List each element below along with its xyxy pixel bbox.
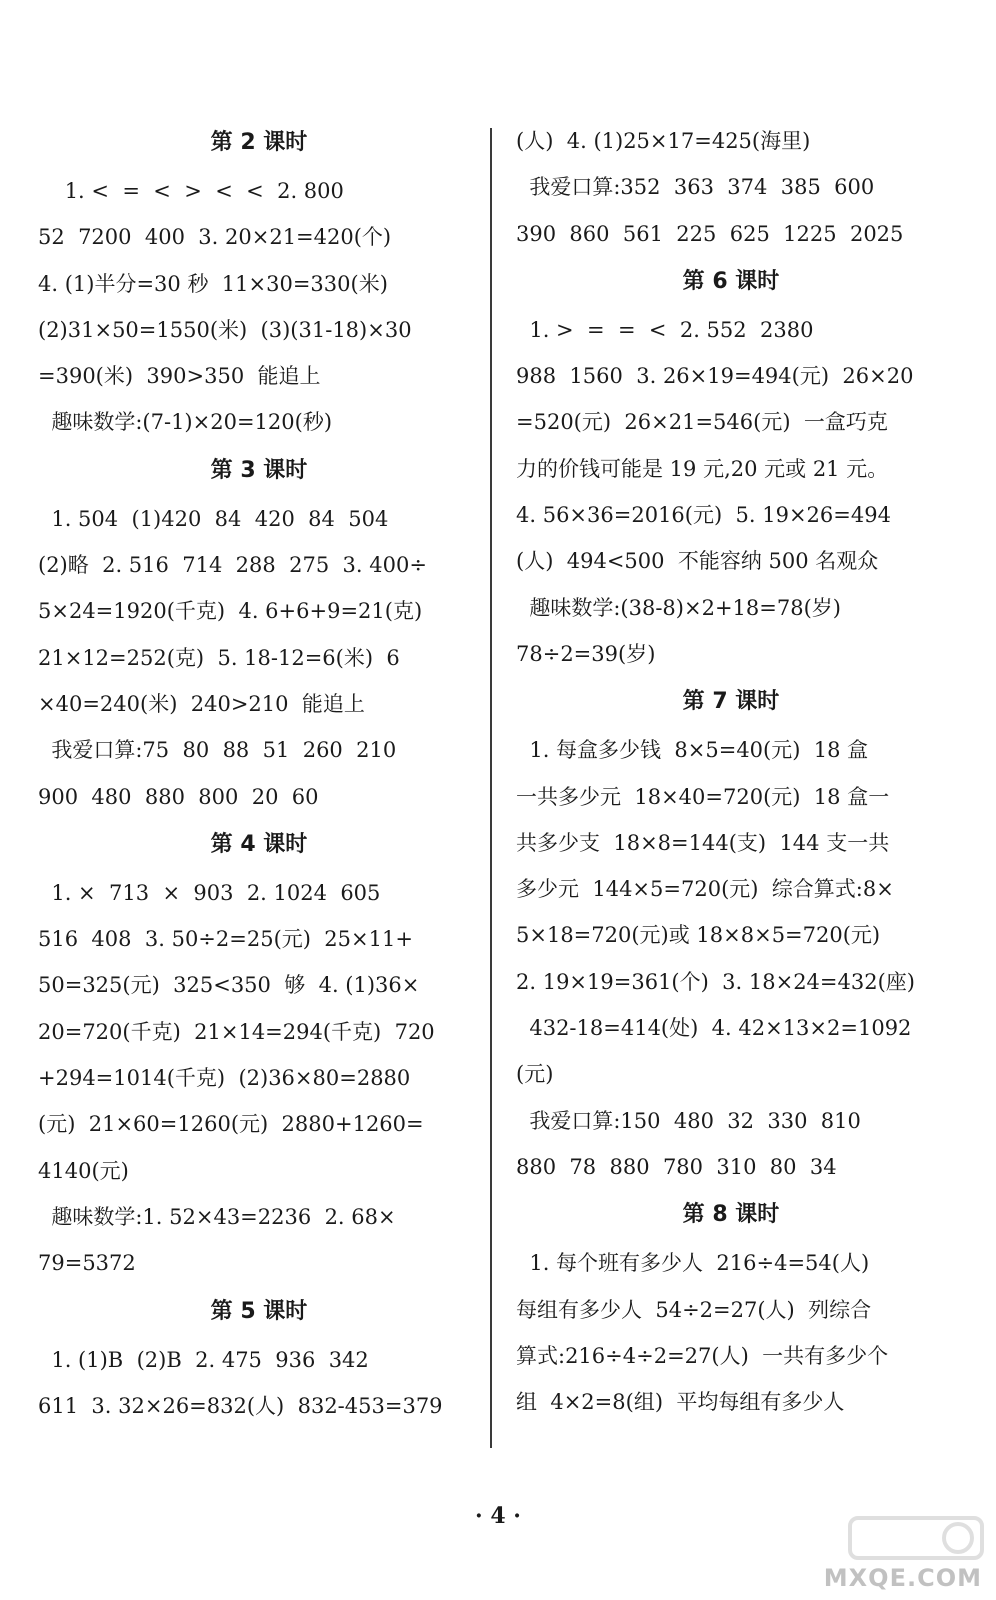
answer-line: 1. > = = < 2. 552 2380	[516, 317, 814, 342]
answer-line: 趣味数学:1. 52×43=2236 2. 68×	[38, 1204, 396, 1229]
answer-line: =390(米) 390>350 能追上	[38, 364, 321, 389]
answer-line: 2. 19×19=361(个) 3. 18×24=432(座)	[516, 969, 915, 994]
answer-line: (2)31×50=1550(米) (3)(31-18)×30	[38, 317, 412, 342]
answer-line: 趣味数学:(7-1)×20=120(秒)	[38, 410, 333, 435]
right-column	[516, 118, 946, 1425]
answer-line: 21×12=252(克) 5. 18-12=6(米) 6	[38, 645, 400, 670]
section-heading: 第 8 课时	[682, 1202, 780, 1228]
section-heading: 第 6 课时	[682, 268, 780, 294]
section-heading: 第 4 课时	[210, 831, 308, 857]
section-heading: 第 3 课时	[210, 457, 308, 483]
answer-line: 78÷2=39(岁)	[516, 641, 656, 666]
answer-line: 4140(元)	[38, 1158, 129, 1183]
answer-line: (元) 21×60=1260(元) 2880+1260=	[38, 1112, 424, 1137]
answer-line: 共多少支 18×8=144(支) 144 支一共	[516, 830, 890, 855]
answer-line: 900 480 880 800 20 60	[38, 784, 319, 809]
answer-line: 880 78 880 780 310 80 34	[516, 1154, 837, 1179]
section-heading: 第 2 课时	[210, 130, 308, 155]
column-divider	[490, 128, 492, 1448]
answer-line: 5×18=720(元)或 18×8×5=720(元)	[516, 923, 881, 948]
answer-line: 1. 每盒多少钱 8×5=40(元) 18 盒	[516, 738, 869, 763]
answer-line: +294=1014(千克) (2)36×80=2880	[38, 1066, 411, 1091]
answer-line: 多少元 144×5=720(元) 综合算式:8×	[516, 877, 894, 902]
answer-line: 算式:216÷4÷2=27(人) 一共有多少个	[516, 1343, 889, 1368]
answer-line: 每组有多少人 54÷2=27(人) 列综合	[516, 1297, 872, 1322]
answer-line: 我爱口算:75 80 88 51 260 210	[38, 738, 397, 763]
section-heading: 第 5 课时	[210, 1298, 308, 1324]
answer-line: (人) 4. (1)25×17=425(海里)	[516, 129, 811, 153]
answer-line: 1. × 713 × 903 2. 1024 605	[38, 880, 381, 905]
watermark-text: MXQE.COM	[823, 1564, 982, 1592]
answer-line: 1. 504 (1)420 84 420 84 504	[38, 506, 389, 531]
answer-line: 79=5372	[38, 1251, 136, 1276]
answer-line: 5×24=1920(千克) 4. 6+6+9=21(克)	[38, 599, 423, 624]
page-number: · 4 ·	[475, 1503, 521, 1529]
section-heading: 第 7 课时	[682, 689, 780, 715]
answer-line: =520(元) 26×21=546(元) 一盒巧克	[516, 410, 888, 435]
answer-line: 20=720(千克) 21×14=294(千克) 720	[38, 1019, 435, 1044]
answer-line: 趣味数学:(38-8)×2+18=78(岁)	[516, 595, 841, 620]
answer-line: (2)略 2. 516 714 288 275 3. 400÷	[38, 553, 427, 578]
answer-line: ×40=240(米) 240>210 能追上	[38, 691, 365, 716]
answer-line: 1. < = < > < < 2. 800	[38, 179, 344, 203]
answer-line: 组 4×2=8(组) 平均每组有多少人	[516, 1390, 845, 1415]
answer-line: (元)	[516, 1062, 554, 1087]
left-column	[38, 118, 480, 1429]
answer-line: 988 1560 3. 26×19=494(元) 26×20	[516, 364, 914, 389]
answer-line: 我爱口算:150 480 32 330 810	[516, 1108, 861, 1133]
answer-line: 432-18=414(处) 4. 42×13×2=1092	[516, 1016, 912, 1041]
answer-line: 52 7200 400 3. 20×21=420(个)	[38, 225, 392, 250]
answer-line: 4. (1)半分=30 秒 11×30=330(米)	[38, 271, 388, 296]
answer-line: 516 408 3. 50÷2=25(元) 25×11+	[38, 927, 413, 952]
answer-line: 力的价钱可能是 19 元,20 元或 21 元。	[516, 456, 889, 481]
answer-line: 4. 56×36=2016(元) 5. 19×26=494	[516, 503, 891, 528]
answer-line: 1. (1)B (2)B 2. 475 936 342	[38, 1347, 369, 1372]
answer-line: (人) 494<500 不能容纳 500 名观众	[516, 549, 879, 574]
answer-line: 611 3. 32×26=832(人) 832-453=379	[38, 1393, 443, 1418]
answer-line: 390 860 561 225 625 1225 2025	[516, 221, 904, 246]
answer-line: 50=325(元) 325<350 够 4. (1)36×	[38, 973, 420, 998]
answer-line: 我爱口算:352 363 374 385 600	[516, 175, 875, 200]
answer-line: 1. 每个班有多少人 216÷4=54(人)	[516, 1251, 870, 1276]
answer-line: 一共多少元 18×40=720(元) 18 盒一	[516, 784, 890, 809]
